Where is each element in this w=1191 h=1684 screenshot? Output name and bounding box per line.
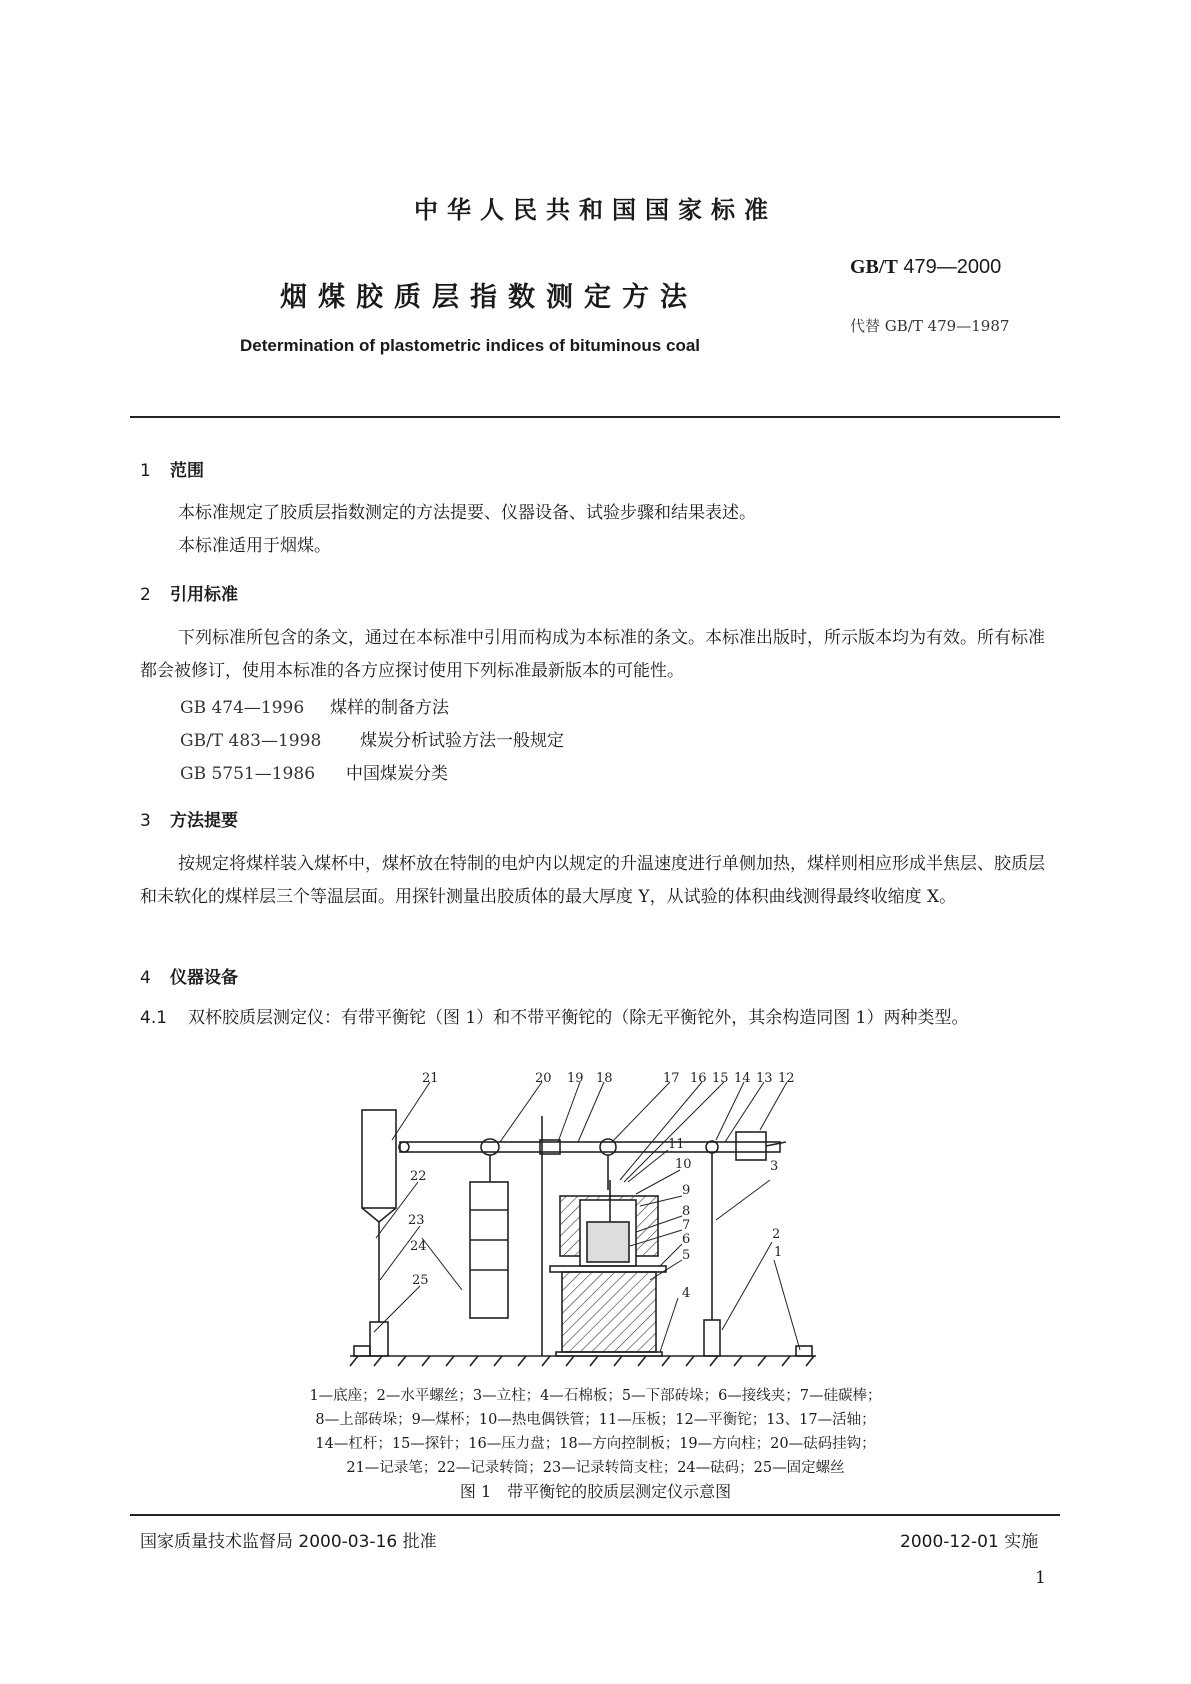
column-base: [704, 1320, 720, 1356]
section-1-paragraph-1: 本标准规定了胶质层指数测定的方法提要、仪器设备、试验步骤和结果表述。: [178, 503, 756, 523]
label-3: 3: [770, 1159, 779, 1174]
label-13: 13: [756, 1071, 773, 1086]
label-5: 5: [682, 1248, 691, 1263]
label-10: 10: [675, 1157, 692, 1172]
label-19: 19: [567, 1071, 584, 1086]
label-25: 25: [412, 1273, 429, 1288]
section-number: 1: [140, 461, 151, 481]
reference-name: 煤炭分析试验方法一般规定: [360, 731, 564, 751]
document-title: 烟煤胶质层指数测定方法: [280, 282, 698, 313]
section-2-paragraph-1: 下列标准所包含的条文，通过在本标准中引用而构成为本标准的条文。本标准出版时，所示版本均为有效。所有标准都会被修订，使用本标准的各方应探讨使用下列标准最新版本的可能性。: [140, 628, 1045, 681]
label-15: 15: [712, 1071, 729, 1086]
approval-date: 国家质量技术监督局 2000-03-16 批准: [140, 1532, 437, 1552]
reference-item: [180, 693, 449, 718]
reference-name: 中国煤炭分类: [346, 764, 448, 784]
label-7: 7: [682, 1218, 691, 1233]
label-6: 6: [682, 1232, 691, 1247]
reference-name: 煤样的制备方法: [330, 698, 449, 718]
reference-code: GB 5751—1986: [180, 764, 316, 784]
label-8: 8: [682, 1204, 691, 1219]
national-standard-heading: 中华人民共和国国家标准: [414, 196, 777, 224]
label-4: 4: [682, 1286, 691, 1301]
pivot-13: [706, 1141, 718, 1153]
reference-item: [180, 759, 448, 784]
section-1-paragraph-2: 本标准适用于烟煤。: [178, 536, 331, 556]
label-23: 23: [408, 1213, 425, 1228]
label-9: 9: [682, 1183, 691, 1198]
clause-4-1: [140, 1002, 1060, 1035]
lever-bar: [400, 1142, 780, 1152]
section-number: 3: [140, 811, 151, 831]
label-24: 24: [410, 1239, 427, 1254]
section-title: 仪器设备: [170, 968, 238, 988]
label-11: 11: [668, 1137, 685, 1152]
header-divider: [130, 416, 1060, 418]
section-4-heading: [140, 963, 238, 988]
standard-code: 479—2000: [903, 256, 1002, 278]
footer-divider: [130, 1514, 1060, 1516]
document-title-english: Determination of plastometric indices of bituminous coal: [240, 336, 701, 355]
section-title: 范围: [170, 461, 204, 481]
asbestos-plate: [556, 1352, 662, 1356]
figure-title: 图 1 带平衡铊的胶质层测定仪示意图: [459, 1482, 732, 1501]
section-3-paragraph-1: 按规定将煤样装入煤杯中，煤杯放在特制的电炉内以规定的升温速度进行单侧加热，煤样则相应形成半焦层、胶质层和未软化的煤样层三个等温层面。用探针测量出胶质体的最大厚度 Y，从试验的体积曲线测得最终收缩度 X。: [140, 854, 1045, 907]
effective-date: 2000-12-01 实施: [900, 1532, 1039, 1552]
clause-text: 双杯胶质层测定仪：有带平衡铊（图 1）和不带平衡铊的（除无平衡铊外，其余构造同图 1）两种类型。: [188, 1008, 969, 1028]
standard-prefix: GB/T: [850, 256, 898, 278]
coal-sample: [587, 1222, 629, 1262]
lower-brick: [562, 1272, 656, 1352]
label-2: 2: [772, 1227, 781, 1242]
section-3-heading: [140, 806, 238, 831]
plastometer-diagram: [330, 1070, 850, 1390]
replaces-standard: 代替 GB/T 479—1987: [850, 317, 1010, 335]
standard-number: [850, 256, 1001, 279]
label-21: 21: [422, 1071, 439, 1086]
page-number: 1: [1035, 1568, 1046, 1588]
figure-legend-line: 14—杠杆；15—探针；16—压力盘；18—方向控制板；19—方向柱；20—砝码挂钩；: [315, 1436, 876, 1452]
label-17: 17: [663, 1071, 680, 1086]
figure-legend-line: 8—上部砖垛；9—煤杯；10—热电偶铁管；11—压板；12—平衡铊；13、17—活轴；: [315, 1412, 876, 1428]
balance-weight: [736, 1132, 766, 1160]
section-title: 引用标准: [170, 585, 238, 605]
reference-code: GB 474—1996: [180, 698, 305, 718]
figure-legend-line: 1—底座；2—水平螺丝；3—立柱；4—石棉板；5—下部砖垛；6—接线夹；7—硅碳棒；: [309, 1388, 882, 1404]
ground-hatch: [350, 1356, 814, 1366]
label-14: 14: [734, 1071, 751, 1086]
section-2-heading: [140, 580, 238, 605]
section-number: 2: [140, 585, 151, 605]
level-screw-right: [796, 1346, 812, 1356]
label-20: 20: [535, 1071, 552, 1086]
weights: [470, 1182, 508, 1318]
figure-legend-line: 21—记录笔；22—记录转筒；23—记录转筒支柱；24—砝码；25—固定螺丝: [346, 1460, 845, 1476]
section-number: 4: [140, 968, 151, 988]
label-12: 12: [778, 1071, 795, 1086]
reference-code: GB/T 483—1998: [180, 731, 322, 751]
label-16: 16: [690, 1071, 707, 1086]
recorder-drum: [362, 1110, 396, 1208]
label-22: 22: [410, 1169, 427, 1184]
label-1: 1: [774, 1245, 783, 1260]
level-screw-left: [354, 1346, 370, 1356]
clause-number: 4.1: [140, 1008, 168, 1028]
carbon-rod: [550, 1266, 666, 1272]
section-title: 方法提要: [170, 811, 238, 831]
reference-item: [180, 726, 564, 751]
label-18: 18: [596, 1071, 613, 1086]
section-1-heading: [140, 456, 204, 481]
